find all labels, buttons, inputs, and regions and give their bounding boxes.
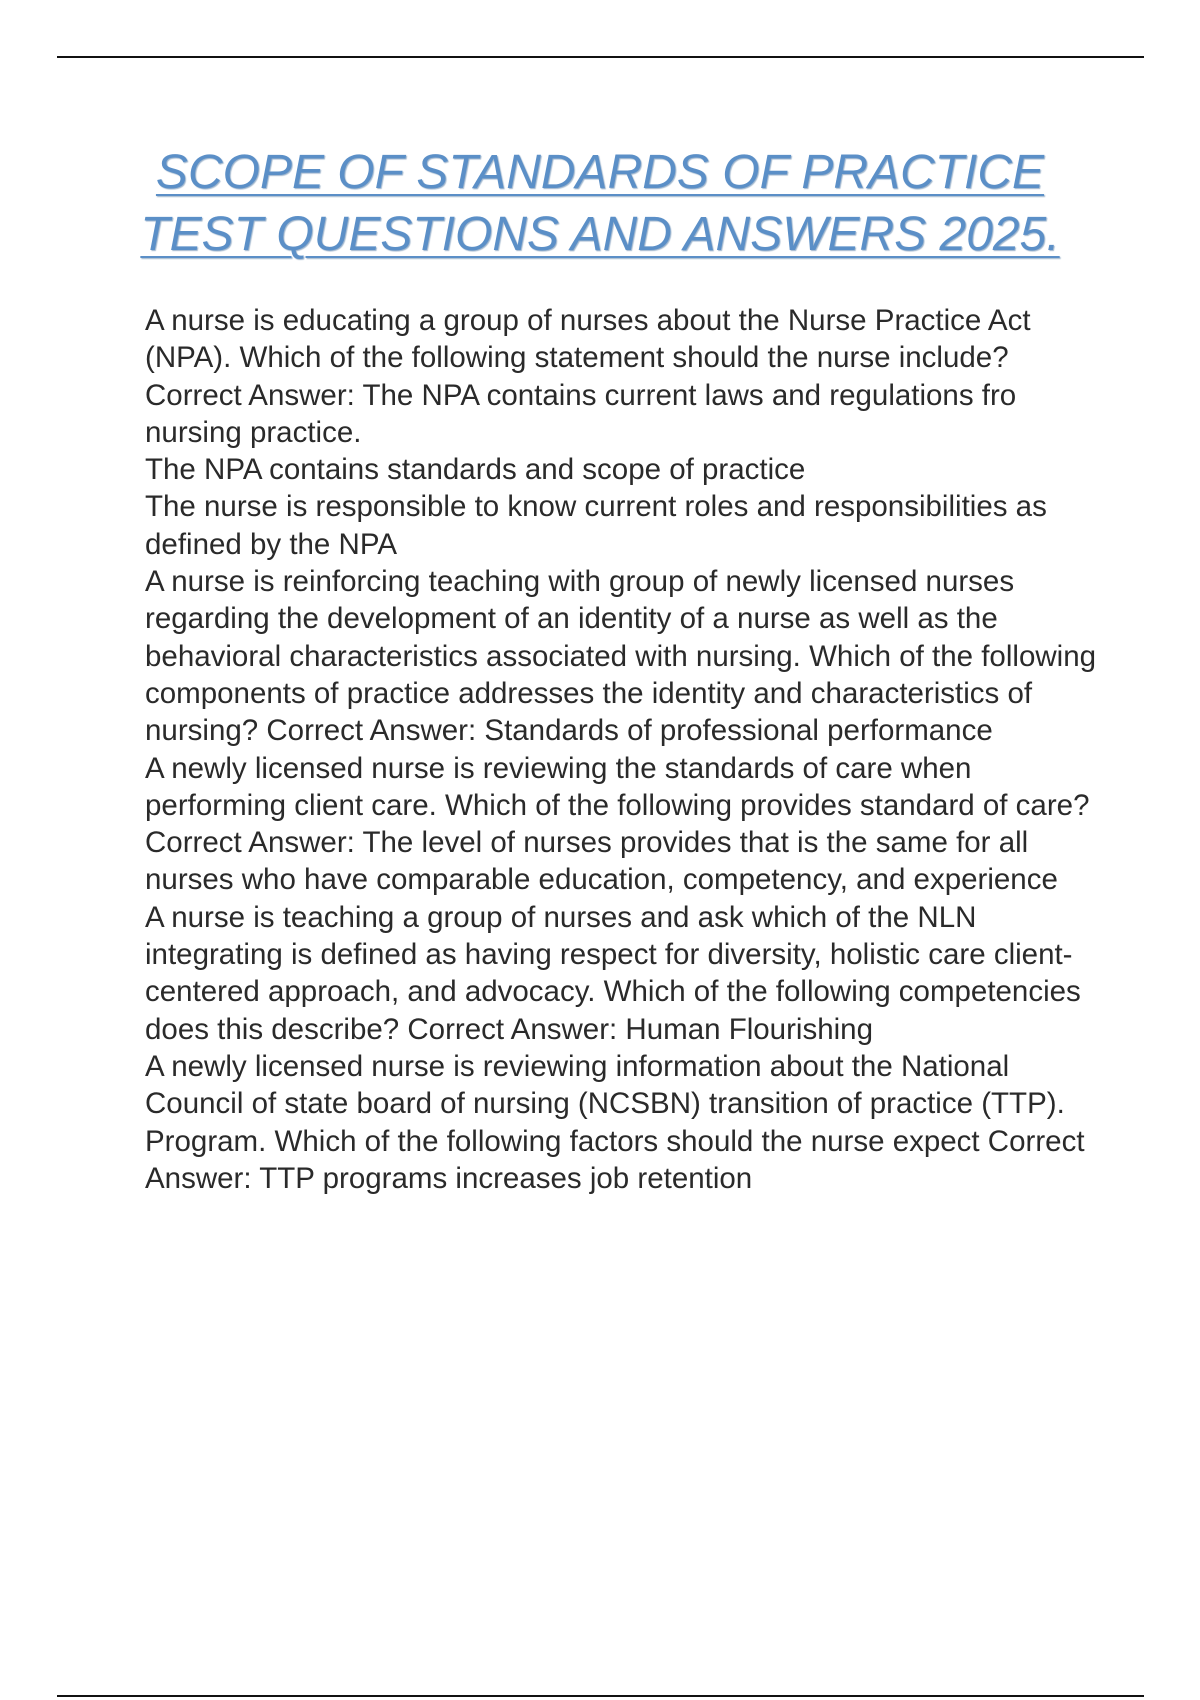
paragraph-q1-extra-2: The nurse is responsible to know current roles and responsibilities as defined by the NPA (145, 490, 1047, 561)
title-line-2: TEST QUESTIONS AND ANSWERS 2025. (140, 208, 1060, 261)
paragraph-q1-extra-1: The NPA contains standards and scope of practice (145, 453, 806, 487)
top-rule (57, 56, 1144, 58)
paragraph-q4: A nurse is teaching a group of nurses and ask which of the NLN integrating is defined as having respect for diversity, holistic care client-centered approach, and advocacy. Which of the following competencies does this describe? Correct Answer: Human Flourishing (145, 900, 1081, 1046)
document-body (145, 302, 1105, 1197)
paragraph-q2: A nurse is reinforcing teaching with group of newly licensed nurses regarding the development of an identity of a nurse as well as the behavioral characteristics associated with nursing. Which of the following components of practice addresses the identity and characteristics of nursing? Correct Answer: Standards of professional performance (145, 565, 1097, 748)
paragraph-q1: A nurse is educating a group of nurses about the Nurse Practice Act (NPA). Which of the following statement should the nurse include? Correct Answer: The NPA contains current laws and regulations fro nursing practice. (145, 304, 1031, 449)
document-title (60, 142, 1140, 266)
bottom-rule (57, 1695, 1144, 1697)
paragraph-q5: A newly licensed nurse is reviewing information about the National Council of state board of nursing (NCSBN) transition of practice (TTP). Program. Which of the following factors should the nurse expect Correct Answer: TTP programs increases job retention (145, 1049, 1085, 1195)
paragraph-q3: A newly licensed nurse is reviewing the standards of care when performing client care. Which of the following provides standard of care? Correct Answer: The level of nurses provides that is the same for all nurses who have comparable education, competency, and experience (145, 751, 1090, 897)
title-line-1: SCOPE OF STANDARDS OF PRACTICE (155, 146, 1045, 199)
